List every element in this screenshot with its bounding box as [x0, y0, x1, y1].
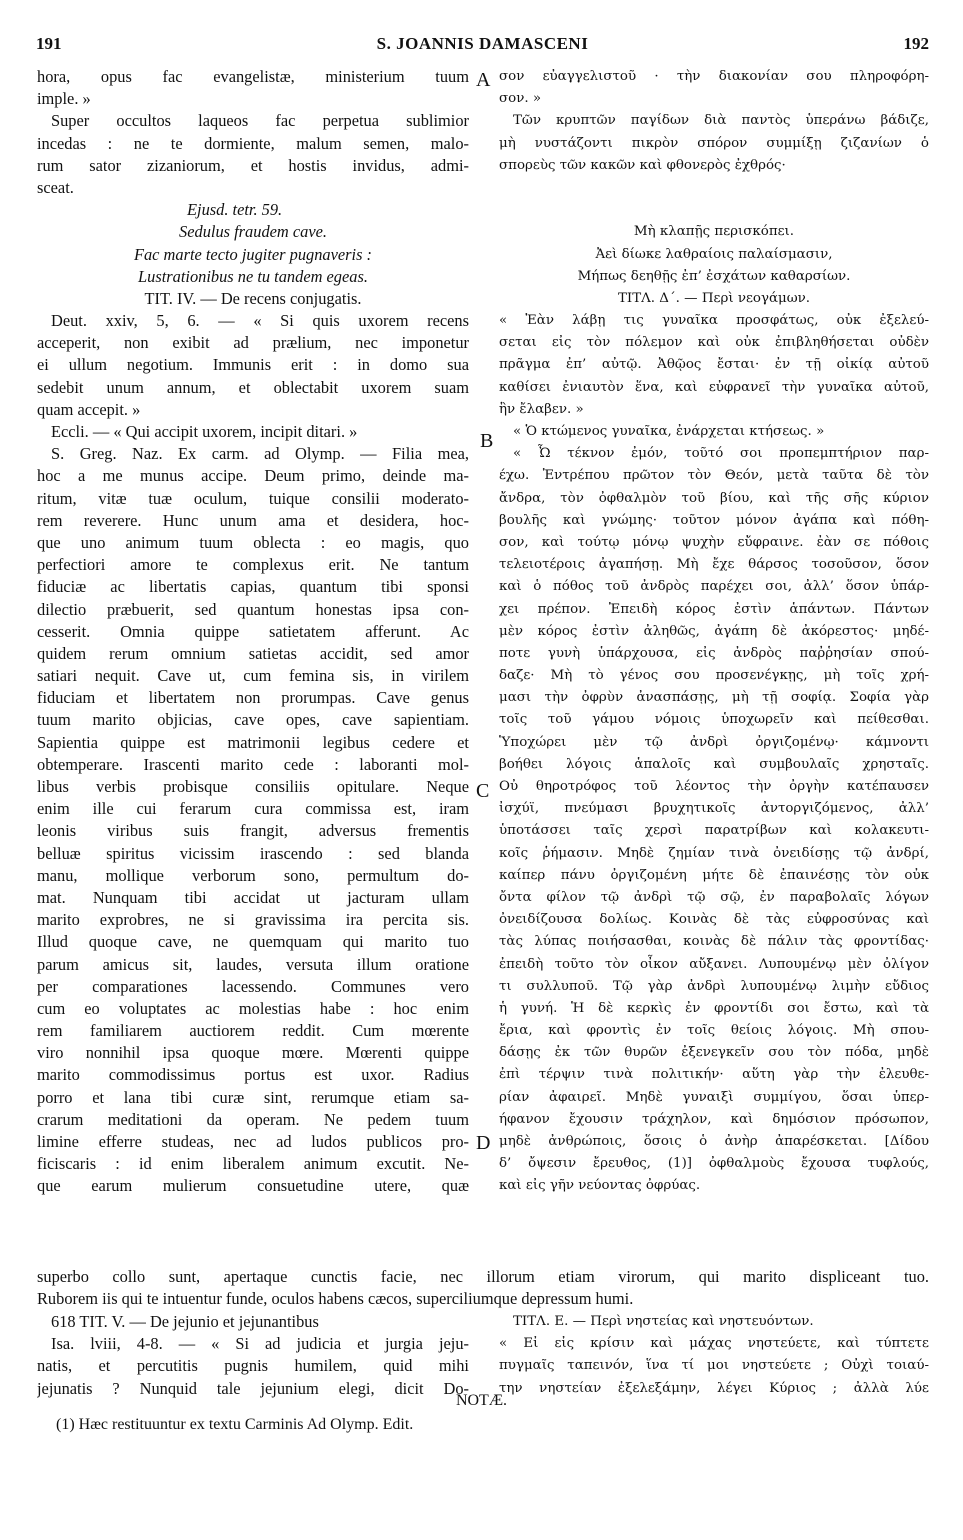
text-line: « Ἐὰν λάβῃ τις γυναῖκα προσφάτως, οὐκ ἐξελεύ- — [499, 313, 929, 329]
latin-column — [37, 66, 469, 1198]
text-line: ΤΙΤΛ. Ε. — Περὶ νηστείας καὶ νηστευόντων. — [513, 1314, 814, 1329]
text-line: hoc a me munus accipe. Deum primo, deinde ma- — [37, 466, 469, 486]
text-line: Isa. lviii, 4-8. — « Si ad judicia et jurgia jeju- — [51, 1334, 469, 1354]
margin-letter-c: C — [476, 780, 490, 802]
text-line: σεται εἰς τὸν πόλεμον καὶ οὐκ ἐπιβληθήσεται οὐδὲν — [499, 335, 929, 351]
text-line: τι συλλυποῦ. Τῷ γὰρ ἀνδρὶ λυπουμένῳ λιμὴν εὔδιος — [499, 978, 929, 994]
full-width-text — [37, 1266, 929, 1310]
text-line: σον. » — [499, 91, 542, 107]
text-line: dilectio præbuerit, sed quantum honestas ipsa con- — [37, 599, 469, 619]
text-line: σον εὐαγγελιστοῦ · τὴν διακονίαν σου πληροφόρη- — [499, 69, 929, 84]
text-line: ποτε γυνὴ ὑπάρχουσα, εἰς ἀνδρὸς παῤῥησίαν σπού- — [499, 645, 929, 661]
text-line: σπορεὺς τῶν κακῶν καὶ φθονερὸς ἐχθρός· — [499, 157, 786, 173]
text-line: βοήθει λόγοις ἁπαλοῖς καὶ συμβουλαῖς χρησταῖς. — [499, 756, 929, 772]
text-line: quam accepit. » — [37, 399, 141, 419]
text-line: ὄντα φίλον τῷ ἀνδρὶ τῷ σῷ, ἐν παραβολαῖς λόγων — [499, 889, 929, 905]
text-line: cesserit. Omnia quippe satietatem afferunt. Ac — [37, 621, 469, 641]
text-line: ἐπειδὴ τοῦτο τὸν οἶκον αὔξανει. Λυπουμένῳ μὲν ὀλίγον — [499, 956, 929, 972]
text-line: Illud quoque cave, ne quemquam qui marito tuo — [37, 932, 469, 952]
text-line: belluæ spiritus vicissim irascendo : sed blanda — [37, 843, 469, 863]
text-line: ὑποτάσσει ταῖς χερσὶ παρατρίβων καὶ κολακευτι- — [499, 823, 929, 839]
text-line: Super occultos laqueos fac perpetua sublimior — [51, 111, 469, 131]
text-line: « Ὁ κτώμενος γυναῖκα, ἐνάρχεται κτήσεως. » — [513, 424, 825, 439]
page-number-right: 192 — [903, 34, 929, 53]
text-line: hora, opus fac evangelistæ, ministerium tuum — [37, 67, 469, 86]
text-line: parum amicus sit, laudes, versuta illum oratione — [37, 954, 469, 974]
text-line: Μήπως δεηθῇς ἐπ’ ἐσχάτων καθαρσίων. — [577, 268, 851, 284]
text-line: Οὐ θηροτρόφος τοῦ λέοντος τὴν ὀργὴν κατέπαυσεν — [499, 779, 929, 794]
text-line: έχω. Ἐντρέπου πρῶτον τὸν Θεόν, μετὰ ταῦτα δὲ τὸν — [499, 468, 929, 484]
text-line: την νηστείαν ἐξελεξάμην, λέγει Κύριος ; ἀλλὰ λύε — [499, 1380, 929, 1396]
text-line: satiari nequit. Cave ut, cum femina sis, in virilem — [37, 666, 469, 686]
bottom-greek-column — [499, 1311, 929, 1400]
greek-column — [499, 66, 929, 1198]
text-line: fiduciæ ac libertatis capias, quantum tibi sponsi — [37, 577, 469, 597]
text-line: Τῶν κρυπτῶν παγίδων διὰ παντὸς ὑπεράνω βάδιζε, — [513, 113, 929, 129]
text-line: βουλῆς καὶ γνώμης· τοῦτον μόνον ἀγάπα καὶ πόθη- — [499, 512, 929, 528]
text-line: rem reverere. Hunc unum ama et desidera, hoc- — [37, 510, 469, 530]
text-line: « Εἰ εἰς κρίσιν καὶ μάχας νηστεύετε, καὶ τύπτετε — [499, 1336, 929, 1352]
bottom-latin-column — [37, 1311, 469, 1400]
text-line: sedebit unum annum, et oblectabit uxorem suam — [37, 377, 469, 397]
text-line: ἔρια, καὶ φροντὶς ἐν τοῖς θείοις λόγοις. Μὴ σπου- — [499, 1023, 929, 1039]
page-number-left: 191 — [36, 34, 62, 53]
text-line: καὶ ὁ πόθος τοῦ ἀνδρὸς παρέχει σοι, ἀλλ’ ὅσον ὑπάρ- — [499, 579, 929, 595]
text-line: καὶ εἰς γῆν νεύοντας ὀφρύας. — [499, 1178, 701, 1194]
text-line: χει πρέπον. Ἐπειδὴ κόρος ἐστὶν ἁπάντων. Πάντων — [499, 601, 929, 617]
text-line: viro nonnihil ipsa quoque mœre. Mœrenti quippe — [37, 1043, 469, 1063]
text-line: ἄνδρα, τὸν ὀφθαλμὸν τοῦ βίου, καὶ τῆς σῆς κύριον — [499, 490, 929, 506]
text-line: καίπερ πάνυ ὀργιζομένη μήτε δὲ ἐπαινέσῃς τὸν οὐκ — [499, 867, 929, 883]
text-line: que earum mulierum consuetudine utere, quæ — [37, 1176, 469, 1196]
text-line: enim ille cui ferarum cura commissa est, iram — [37, 799, 469, 819]
text-line: Ἀεὶ δίωκε λαθραίοις παλαίσμασιν, — [595, 246, 833, 262]
text-line: δάσῃς ἐκ τῶν θυρῶν ἐξενεγκεῖν σου τὸν πόδα, μηδὲ — [499, 1045, 929, 1061]
text-line: natis, et percutitis pugnis humilem, quid mihi — [37, 1356, 469, 1376]
text-line: porro et lana tibi curæ sint, rerumque etiam sa- — [37, 1087, 469, 1107]
text-line: TIT. IV. — De recens conjugatis. — [144, 288, 362, 308]
text-line: ficiscaris : id enim liberalem animum excutit. Ne- — [37, 1154, 469, 1174]
text-line: πυγμαῖς ταπεινόν, ἵνα τί μοι νηστεύετε ; Οὐχὶ τοιαύ- — [499, 1358, 929, 1374]
text-line: jejunatis ? Nunquid tale jejunium elegi, dicit Do- — [37, 1378, 469, 1398]
text-line: obtemperare. Irascenti marito cede : laboranti mol- — [37, 754, 469, 774]
text-line: Ὑποχώρει μὲν τῷ ἀνδρὶ ὀργιζομένῳ· κάμνοντι — [499, 734, 929, 750]
text-line: κοῖς ῥήμασιν. Μηδὲ ζημίαν τινὰ ὀνειδίσῃς τῷ ἀνδρί, — [499, 845, 929, 861]
text-line: σον, καὶ τούτῳ μόνῳ ψυχὴν εὔφραινε. ἐὰν σε πόθοις — [499, 534, 929, 550]
full-width-line: superbo collo sunt, apertaque cunctis facie, nec illorum etiam virorum, qui marito displiceant tuo. — [37, 1267, 929, 1286]
text-line: per comparationes lacessendo. Communes vero — [37, 976, 469, 996]
text-line: ΤΙΤΛ. Δ΄. — Περὶ νεογάμων. — [617, 290, 811, 306]
text-line: ήφανον ἔχουσιν τράχηλον, καὶ δημόσιον πρόσωπον, — [499, 1111, 929, 1127]
text-line: καθίσει ἐνιαυτὸν ἕνα, καὶ εὐφρανεῖ τὴν γυναῖκα αὐτοῦ, — [499, 379, 929, 395]
text-line: leonis viribus suis frangit, adversus frementis — [37, 821, 469, 841]
text-line: ρίαν ἀφαιρεῖ. Μηδὲ γυναιξὶ συμμίγου, ὅσαι ὑπερ- — [499, 1089, 929, 1105]
text-line: marito exprobres, ne si gravissima ira percita sis. — [37, 910, 469, 930]
text-line: Deut. xxiv, 5, 6. — « Si quis uxorem recens — [51, 311, 469, 331]
text-line: Sapientia quippe est matrimonii legibus cedere et — [37, 732, 469, 752]
text-line: rum sator zizaniorum, et hostis invidus, admi- — [37, 155, 469, 175]
text-line: Sedulus fraudem cave. — [179, 222, 327, 242]
text-line: τοῖς τοῦ γάμου νόμοις ὑποχωρεῖν καὶ πείθεσθαι. — [499, 712, 929, 728]
running-header — [36, 34, 929, 56]
margin-letter-d: D — [476, 1132, 491, 1154]
text-line: rem familiarem auctiorem reddit. Cum mœrente — [37, 1021, 469, 1041]
text-line: ἡ γυνή. Ἡ δὲ κερκὶς ἐν φροντίδι σοι ἔστω, καὶ τὰ — [499, 1000, 929, 1016]
text-line: δ’ ὄψεσιν ἔρευθος, (1)] ὀφθαλμοὺς ἔχουσα τυφλούς, — [499, 1156, 929, 1172]
text-line: perfectiori amore te complexus erit. Ne tantum — [37, 555, 469, 575]
text-line: τὰς λύπας ποιήσασθαι, κοινὰς δὲ πάλιν τὰς φροντίδας· — [499, 934, 929, 950]
text-line: crarum meditationi da operam. Ne pedem tuum — [37, 1109, 469, 1129]
text-line: ἐπὶ τέρψιν τινὰ πολιτικήν· αὕτη γὰρ τὴν ἐλευθε- — [499, 1067, 929, 1083]
full-width-line: Ruborem iis qui te intuentur funde, oculos habens cæcos, superciliumque depressum humi. — [37, 1289, 634, 1309]
text-line: cum eo voluptates ac molestias habe : hoc enim — [37, 998, 469, 1018]
text-line: imple. » — [37, 89, 91, 109]
text-line: μὲν κόρος ἐστὶν ἀληθῶς, ἀγάπη δὲ ἀκόρεστος· μηδέ- — [499, 623, 929, 639]
text-line: μὴ νυστάζοντι πικρὸν σπόρον συμμίξῃ ζιζανίων ὁ — [499, 135, 929, 151]
text-line: acceperit, non exibit ad prælium, nec imponetur — [37, 333, 469, 353]
text-line: τελειοτέροις ἀγαπήσῃ. Μὴ ἔχε θάρσος τοσοῦσον, ὅσον — [499, 557, 929, 573]
text-line: Ejusd. tetr. 59. — [187, 200, 283, 220]
text-line: sceat. — [37, 177, 74, 197]
text-line: Lustrationibus ne tu tandem egeas. — [138, 266, 368, 286]
text-line — [499, 199, 929, 221]
margin-letter-a: A — [476, 69, 491, 91]
notes-heading: NOTÆ. — [455, 1392, 508, 1409]
footnote-1: (1) Hæc restituuntur ex textu Carminis Ad Olymp. Edit. — [56, 1416, 414, 1433]
text-line: ἣν ἔλαβεν. » — [499, 401, 584, 417]
text-line: fiduciam et libertatem non prorumpas. Cave genus — [37, 688, 469, 708]
text-line: manu, mollique verborum sono, permultum do- — [37, 865, 469, 885]
text-line: ὀνειδίζουσα δολίως. Κοινὰς δὲ τὰς εὐφροσύνας καὶ — [499, 912, 929, 928]
text-line: marito commodissimus portus est uxor. Radius — [37, 1065, 469, 1085]
text-line: ei ullum negotium. Immunis erit : in domo sua — [37, 355, 469, 375]
text-line: ritum, vitæ tuæ oculum, tuique consilii moderato- — [37, 488, 469, 508]
text-line: Eccli. — « Qui accipit uxorem, incipit ditari. » — [51, 422, 358, 441]
text-line — [499, 177, 929, 199]
text-line: limine efferre studeas, nec ad ludos publicos pro- — [37, 1132, 469, 1151]
text-line: 618 TIT. V. — De jejunio et jejunantibus — [51, 1312, 319, 1331]
running-title: S. JOANNIS DAMASCENI — [376, 34, 589, 53]
text-line: Μὴ κλαπῇς περισκόπει. — [633, 224, 795, 240]
text-line: incedas : ne te dormiente, malum semen, malo- — [37, 133, 469, 153]
text-line: mat. Nunquam tibi accidat ut jacturam ullam — [37, 887, 469, 907]
margin-letter-b: B — [480, 430, 494, 452]
text-line: Fac marte tecto jugiter pugnaveris : — [133, 244, 373, 264]
text-line: tuum marito objicias, cave opes, cave sapientiam. — [37, 710, 469, 730]
text-line: μηδὲ ἀνθρώποις, ὅσοις ὁ ἀνὴρ ἀπαρέσκεται. [Δίδου — [499, 1134, 929, 1149]
text-line: libus verbis probisque consiliis opitulare. Neque — [37, 777, 469, 796]
text-line: « Ὦ τέκνον ἐμόν, τοῦτό σοι προπεμπτήριον παρ- — [513, 446, 929, 462]
text-line: μασι τὴν ὀφρὺν ἀνασπάσῃς, μὴ τῇ σοφίᾳ. Σοφία γὰρ — [499, 690, 929, 706]
text-line: S. Greg. Naz. Ex carm. ad Olymp. — Filia mea, — [51, 444, 469, 464]
text-line: quidem rerum omnium satietas accidit, sed amor — [37, 643, 469, 663]
text-line: que uno animum tuum oblecta : eo magis, quo — [37, 532, 469, 552]
text-line: δαζε· Μὴ τὸ γένος σου προσενέγκῃς, μὴ τοῖς χρή- — [499, 668, 929, 684]
text-line: ἰσχύϊ, πνεύμασι βρυχητικοῖς ἀντοργιζόμενος, ἀλλ’ — [499, 801, 929, 817]
text-line: πρᾶγμα ἐπ’ αὐτῷ. Ἀθῷος ἔσται· ἐν τῇ οἰκίᾳ αὐτοῦ — [499, 357, 929, 373]
